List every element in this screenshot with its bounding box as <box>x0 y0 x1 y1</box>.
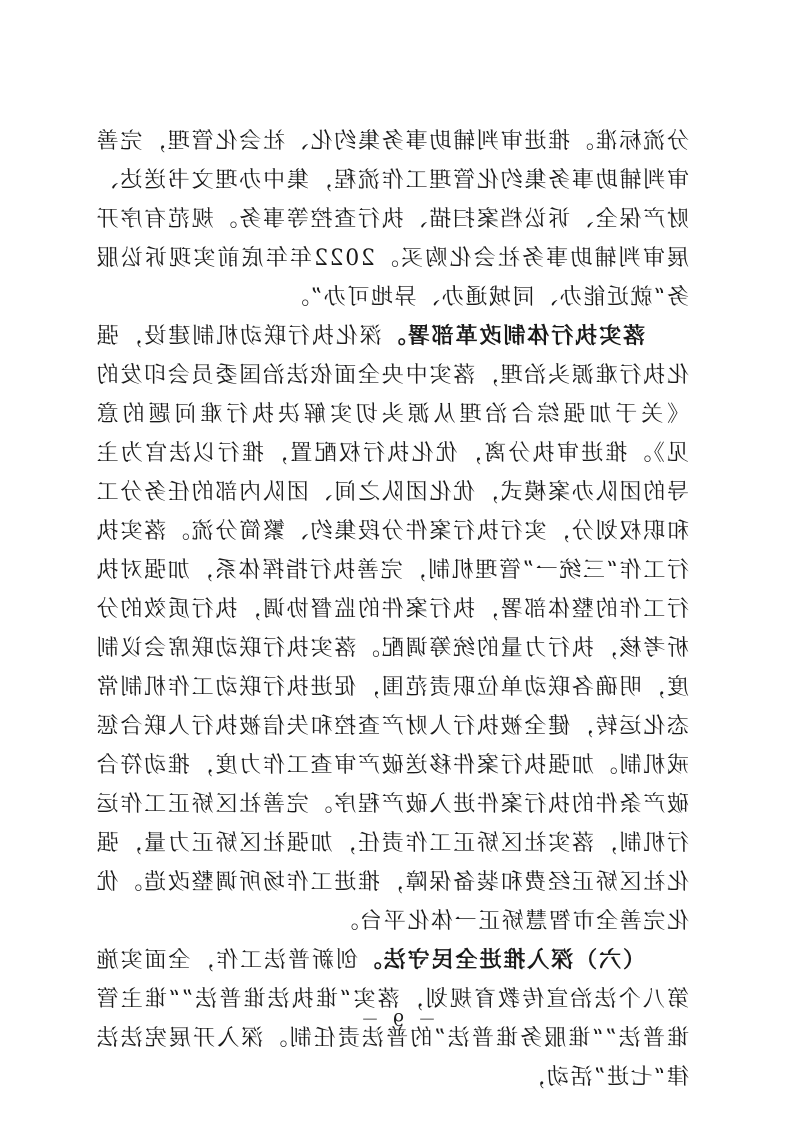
paragraph-2-text: 深化执行联动机制建设，强化执行难源头治理，落实中央全面依法治国委员会印发的《关于加强综合治理从源头切实解决执行难问题的意见》。推进审执分离，优化执行权配置，推行以法官为主导的团队办案模式，优化团队之间、团队内部的任务分工和职权划分，实行执行案件分段集约、繁简分流。落实执行工作“三统一”管理机制，完善执行指挥体系，加强对执行工作的整体部署，执行案件的监督协调，执行质效的分析考核，执行力量的统筹调配。落实执行联动联席会议制度，明确各联动单位职责范围，促进执行联动工作机制常态化运转，健全被执行人财产查控和失信被执行人联合惩戒机制。加强执行案件移送破产审查工作力度，推动符合破产条件的执行案件进入破产程序。完善社区矫正工作运行机制，落实社区矫正工作责任，加强社区矫正力量，强化社区矫正经费和装备保障，推进工作场所调整改造。优化完善全市智慧矫正一体化平台。 <box>95 324 689 934</box>
paragraph-2-lead: 落实执行体制改革部署。 <box>381 323 645 349</box>
paragraph-1-text: 分流标准。推进审判辅助事务集约化、社会化管理，完善审判辅助事务集约化管理工作流程，集中办理文书送达、财产保全、诉讼档案扫描、执行查控等事务。规范有序开展审判辅助事务社会化购买。2022年年底前实现诉讼服务“就近能办、同城通办、异地可办”。 <box>95 129 689 310</box>
paragraph-3-lead: （六）深入推进全民守法。 <box>357 947 645 973</box>
paragraph-2 <box>95 317 689 941</box>
document-body <box>95 122 689 1090</box>
paragraph-1 <box>95 122 689 317</box>
paragraph-3-text: 创新普法工作，全面实施第八个法治宣传教育规划，落实“谁执法谁普法”“谁主管谁普法”“谁服务谁普法”的普法责任制。深入开展宪法法律“七进”活动， <box>95 948 689 1090</box>
page-number: － 9 － <box>357 1010 436 1031</box>
